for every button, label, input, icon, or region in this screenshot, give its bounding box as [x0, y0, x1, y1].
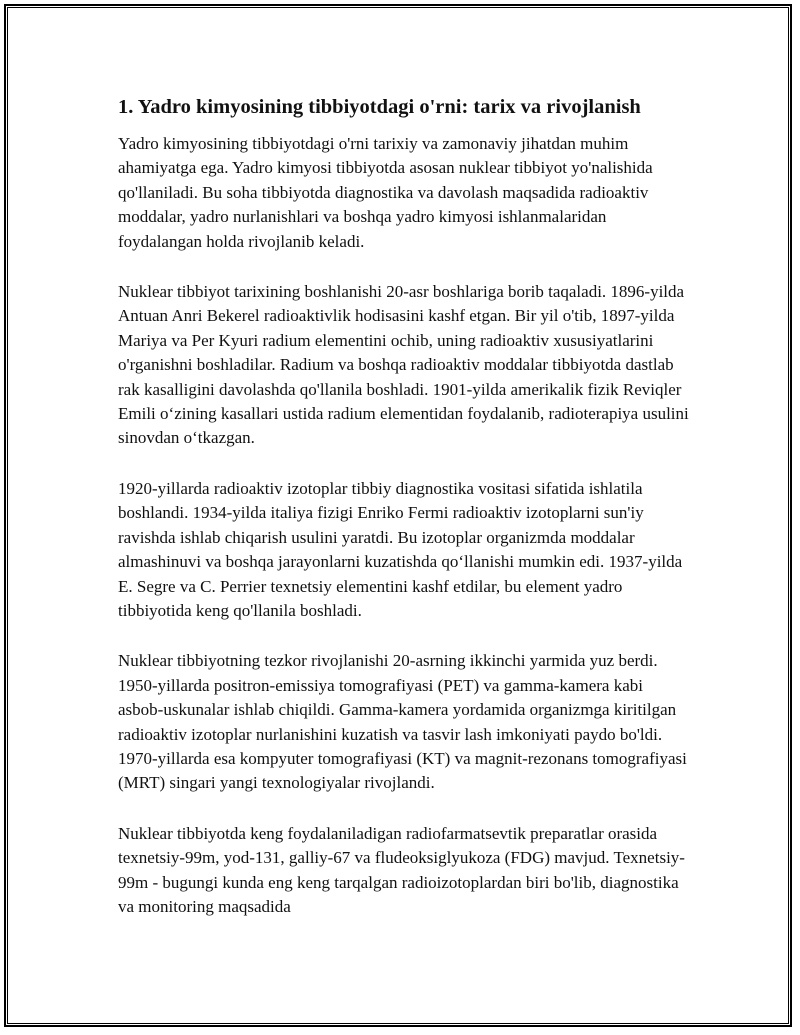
- document-body: [118, 93, 690, 945]
- paragraph-2: Nuklear tibbiyot tarixining boshlanishi 20-asr boshlariga borib taqaladi. 1896-yilda Antuan Anri Bekerel radioaktivlik hodisasini kashf etgan. Bir yil o'tib, 1897-yilda Mariya va Per Kyuri radium elementini ochib, uning radioaktiv xususiyatlarini o'rganishni boshladilar. Radium va boshqa radioaktiv moddalar tibbiyotda dastlab rak kasalligini davolashda qo'llanila boshladi. 1901-yilda amerikalik fizik Reviqler Emili o‘zining kasallari ustida radium elementidan foydalanib, radioterapiya usulini sinovdan o‘tkazgan.: [118, 282, 689, 448]
- section-heading: 1. Yadro kimyosining tibbiyotdagi o'rni: tarix va rivojlanish: [118, 96, 641, 118]
- paragraph-5: Nuklear tibbiyotda keng foydalaniladigan radiofarmatsevtik preparatlar orasida texnetsiy-99m, yod-131, galliy-67 va fludeoksiglyukoza (FDG) mavjud. Texnetsiy-99m - bugungi kunda eng keng tarqalgan radioizotoplardan biri bo'lib, diagnostika va monitoring maqsadida: [118, 823, 685, 916]
- paragraph-4: Nuklear tibbiyotning tezkor rivojlanishi 20-asrning ikkinchi yarmida yuz berdi. 1950-yillarda positron-emissiya tomografiyasi (PET) va gamma-kamera kabi asbob-uskunalar ishlab chiqildi. Gamma-kamera yordamida organizmga kiritilgan radioaktiv izotoplar nurlanishini kuzatish va tasvir lash imkoniyati paydo bo'ldi. 1970-yillarda esa kompyuter tomografiyasi (KT) va magnit-rezonans tomografiyasi (MRT) singari yangi texnologiyalar rivojlandi.: [118, 651, 687, 793]
- paragraph-3: 1920-yillarda radioaktiv izotoplar tibbiy diagnostika vositasi sifatida ishlatila boshlandi. 1934-yilda italiya fizigi Enriko Fermi radioaktiv izotoplarni sun'iy ravishda ishlab chiqarish usulini yaratdi. Bu izotoplar organizmda moddalar almashinuvi va boshqa jarayonlarni kuzatishda qo‘llanishi mumkin edi. 1937-yilda E. Segre va C. Perrier texnetsiy elementini kashf etdilar, bu element yadro tibbiyotida keng qo'llanila boshladi.: [118, 478, 683, 620]
- paragraph-1: Yadro kimyosining tibbiyotdagi o'rni tarixiy va zamonaviy jihatdan muhim ahamiyatga ega. Yadro kimyosi tibbiyotda asosan nuklear tibbiyot yo'nalishida qo'llaniladi. Bu soha tibbiyotda diagnostika va davolash maqsadida radioaktiv moddalar, yadro nurlanishlari va boshqa yadro kimyosi ishlanmalaridan foydalangan holda rivojlanib keladi.: [118, 134, 653, 251]
